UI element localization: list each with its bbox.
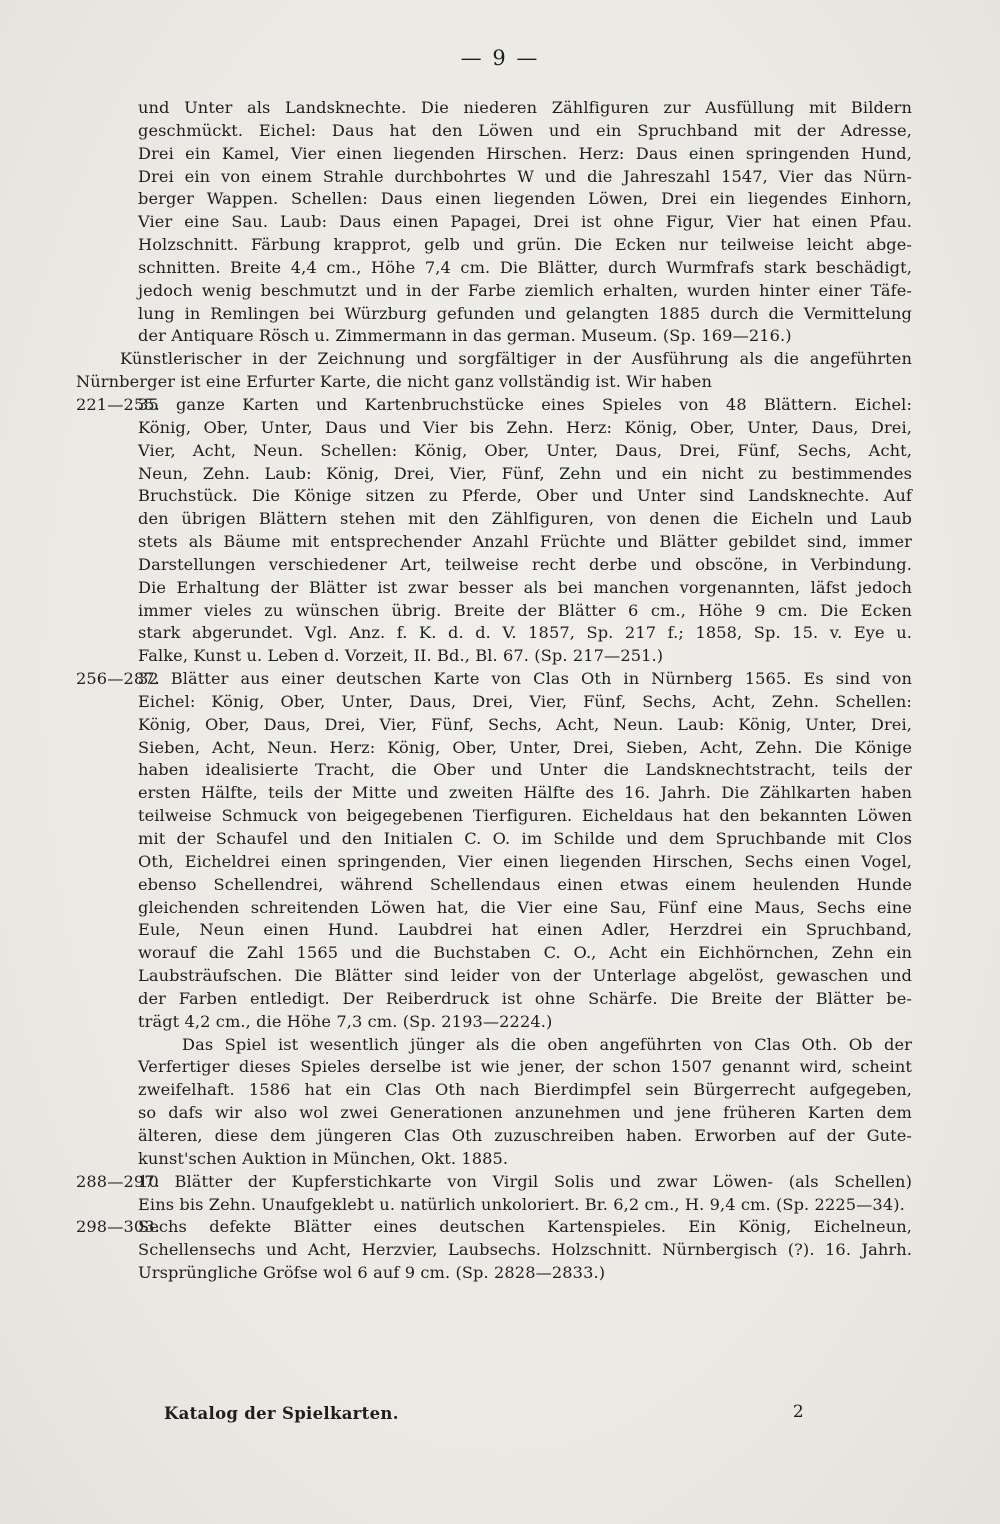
text-line: Neun, Zehn. Laub: König, Drei, Vier, Fünf, Zehn und ein nicht zu bestimmendes: [138, 463, 912, 483]
text-line: Ursprüngliche Gröfse wol 6 auf 9 cm. (Sp. 2828—2833.): [138, 1263, 606, 1283]
catalog-entry: [76, 97, 912, 348]
paragraph: [76, 1034, 912, 1171]
text-line: Sechs defekte Blätter eines deutschen Kartenspieles. Ein König, Eichelneun,: [138, 1217, 912, 1237]
text-line: den übrigen Blättern stehen mit den Zählfiguren, von denen die Eicheln und Laub: [138, 509, 912, 529]
text-line: Nürnberger ist eine Erfurter Karte, die nicht ganz vollständig ist. Wir haben: [76, 372, 712, 392]
footer: [164, 1404, 804, 1423]
text-line: Vier eine Sau. Laub: Daus einen Papagei, Drei ist ohne Figur, Vier hat einen Pfau.: [138, 212, 912, 232]
text-line: geschmückt. Eichel: Daus hat den Löwen und ein Spruchband mit der Adresse,: [138, 120, 912, 140]
text-line: berger Wappen. Schellen: Daus einen liegenden Löwen, Drei ein liegendes Einhorn,: [138, 189, 912, 209]
text-line: Künstlerischer in der Zeichnung und sorgfältiger in der Ausführung als die angeführten: [120, 349, 912, 369]
paragraph: [76, 348, 912, 394]
text-line: Schellensechs und Acht, Herzvier, Laubsechs. Holzschnitt. Nürnbergisch (?). 16. Jahrh.: [138, 1240, 912, 1260]
text-line: Die Erhaltung der Blätter ist zwar besser als bei manchen vorgenannten, läfst jedoch: [138, 577, 912, 597]
text-line: jedoch wenig beschmutzt und in der Farbe ziemlich erhalten, wurden hinter einer Täfe-: [138, 280, 912, 300]
text-line: 35 ganze Karten und Kartenbruchstücke eines Spieles von 48 Blättern. Eichel:: [138, 394, 912, 414]
text-line: Eins bis Zehn. Unaufgeklebt u. natürlich unkoloriert. Br. 6,2 cm., H. 9,4 cm. (Sp. 2225—34).: [138, 1194, 905, 1214]
text-line: der Antiquare Rösch u. Zimmermann in das german. Museum. (Sp. 169—216.): [138, 326, 792, 346]
text-line: Eichel: König, Ober, Unter, Daus, Drei, Vier, Fünf, Sechs, Acht, Zehn. Schellen:: [138, 691, 912, 711]
text-line: Eule, Neun einen Hund. Laubdrei hat einen Adler, Herzdrei ein Spruchband,: [138, 920, 912, 940]
text-line: ersten Hälfte, teils der Mitte und zweiten Hälfte des 16. Jahrh. Die Zählkarten haben: [138, 783, 912, 803]
entry-number: 298—303.: [76, 1217, 160, 1237]
text-line: 32 Blätter aus einer deutschen Karte von Clas Oth in Nürnberg 1565. Es sind von: [138, 669, 912, 689]
text-line: Das Spiel ist wesentlich jünger als die oben angeführten von Clas Oth. Ob der: [182, 1034, 912, 1054]
text-line: der Farben entledigt. Der Reiberdruck ist ohne Schärfe. Die Breite der Blätter be-: [138, 988, 912, 1008]
text-line: schnitten. Breite 4,4 cm., Höhe 7,4 cm. Die Blätter, durch Wurmfrafs stark beschädigt,: [138, 257, 912, 277]
footer-title: Katalog der Spielkarten.: [164, 1404, 399, 1423]
text-line: Oth, Eicheldrei einen springenden, Vier einen liegenden Hirschen, Sechs einen Vogel,: [138, 851, 912, 871]
text-line: und Unter als Landsknechte. Die niederen Zählfiguren zur Ausfüllung mit Bildern: [138, 98, 912, 117]
text-line: Verfertiger dieses Spieles derselbe ist wie jener, der schon 1507 genannt wird, scheint: [138, 1057, 912, 1077]
text-line: immer vieles zu wünschen übrig. Breite der Blätter 6 cm., Höhe 9 cm. Die Ecken: [138, 600, 912, 620]
catalog-entry: [76, 668, 912, 1034]
text-line: Holzschnitt. Färbung krapprot, gelb und grün. Die Ecken nur teilweise leicht abge-: [138, 235, 912, 255]
text-line: Bruchstück. Die Könige sitzen zu Pferde, Ober und Unter sind Landsknechte. Auf: [138, 486, 912, 506]
text-line: Vier, Acht, Neun. Schellen: König, Ober, Unter, Daus, Drei, Fünf, Sechs, Acht,: [138, 440, 912, 460]
text-line: Laubsträufschen. Die Blätter sind leider von der Unterlage abgelöst, gewaschen und: [138, 966, 912, 986]
text-line: Darstellungen verschiedener Art, teilweise recht derbe und obscöne, in Verbindung.: [138, 554, 912, 574]
text-line: teilweise Schmuck von beigegebenen Tierfiguren. Eicheldaus hat den bekannten Löwen: [138, 806, 912, 826]
text-line: Drei ein von einem Strahle durchbohrtes W und die Jahreszahl 1547, Vier das Nürn-: [138, 166, 912, 186]
text-line: kunst'schen Auktion in München, Okt. 1885.: [138, 1148, 509, 1168]
entry-number: 288—297.: [76, 1171, 160, 1191]
text-line: stark abgerundet. Vgl. Anz. f. K. d. d. V. 1857, Sp. 217 f.; 1858, Sp. 15. v. Eye u.: [138, 623, 912, 643]
text-line: König, Ober, Unter, Daus und Vier bis Zehn. Herz: König, Ober, Unter, Daus, Drei,: [138, 417, 912, 437]
entry-number: 221—255.: [76, 394, 160, 414]
text-line: stets als Bäume mit entsprechender Anzahl Früchte und Blätter gebildet sind, immer: [138, 532, 912, 552]
text-line: zweifelhaft. 1586 hat ein Clas Oth nach Bierdimpfel sein Bürgerrecht aufgegeben,: [138, 1080, 912, 1100]
text-line: worauf die Zahl 1565 und die Buchstaben C. O., Acht ein Eichhörnchen, Zehn ein: [138, 943, 912, 963]
text-line: Drei ein Kamel, Vier einen liegenden Hirschen. Herz: Daus einen springenden Hund,: [138, 143, 912, 163]
text-line: trägt 4,2 cm., die Höhe 7,3 cm. (Sp. 2193—2224.): [138, 1011, 553, 1031]
entry-number: 256—287.: [76, 669, 160, 689]
signature-mark: 2: [792, 1402, 804, 1422]
catalog-entry: [76, 1171, 912, 1217]
text-line: König, Ober, Daus, Drei, Vier, Fünf, Sechs, Acht, Neun. Laub: König, Unter, Drei,: [138, 714, 912, 734]
text-line: Sieben, Acht, Neun. Herz: König, Ober, Unter, Drei, Sieben, Acht, Zehn. Die Könige: [138, 737, 912, 757]
text-line: Falke, Kunst u. Leben d. Vorzeit, II. Bd., Bl. 67. (Sp. 217—251.): [138, 646, 664, 666]
text-line: gleichenden schreitenden Löwen hat, die Vier eine Sau, Fünf eine Maus, Sechs eine: [138, 897, 912, 917]
catalog-text: [76, 97, 912, 1285]
text-line: älteren, diese dem jüngeren Clas Oth zuzuschreiben haben. Erworben auf der Gute-: [138, 1125, 912, 1145]
page-number: — 9 —: [460, 46, 540, 70]
text-line: 10 Blätter der Kupferstichkarte von Virgil Solis und zwar Löwen- (als Schellen): [138, 1171, 912, 1191]
text-line: so dafs wir also wol zwei Generationen anzunehmen und jene früheren Karten dem: [138, 1103, 912, 1123]
text-line: haben idealisierte Tracht, die Ober und Unter die Landsknechtstracht, teils der: [138, 760, 912, 780]
text-line: lung in Remlingen bei Würzburg gefunden und gelangten 1885 durch die Vermittelung: [138, 303, 912, 323]
catalog-entry: [76, 394, 912, 668]
catalog-entry: [76, 1216, 912, 1285]
text-line: mit der Schaufel und den Initialen C. O. im Schilde und dem Spruchbande mit Clos: [138, 829, 912, 848]
text-line: ebenso Schellendrei, während Schellendaus einen etwas einem heulenden Hunde: [138, 874, 912, 894]
